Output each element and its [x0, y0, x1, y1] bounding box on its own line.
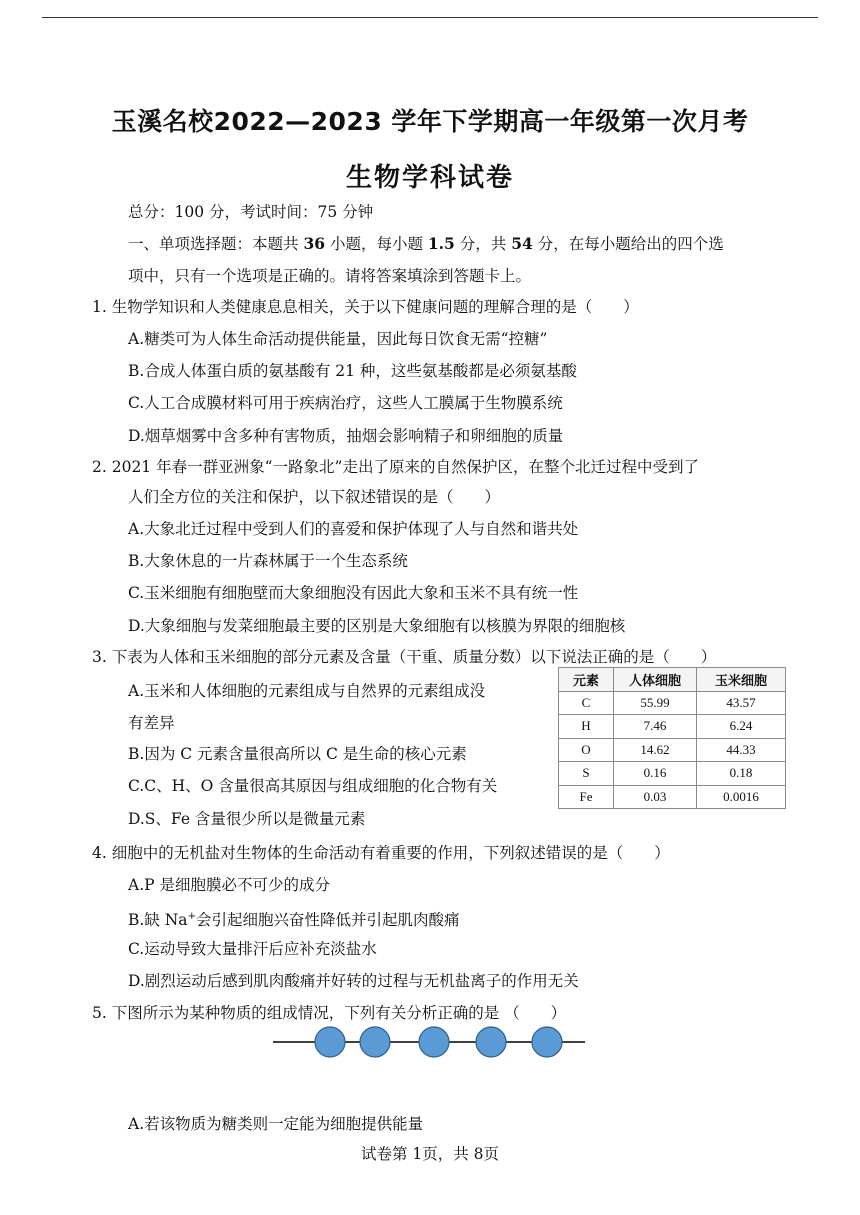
question-1-option-d: D.烟草烟雾中含多种有害物质，抽烟会影响精子和卵细胞的质量 — [128, 427, 564, 445]
monomer-circle — [360, 1027, 390, 1057]
question-2-stem: 2. 2021 年春一群亚洲象“一路象北”走出了原来的自然保护区，在整个北迁过程中受到了 — [92, 458, 699, 476]
superscript-plus: + — [187, 911, 196, 922]
table-row — [559, 785, 786, 809]
table-cell: 0.03 — [614, 785, 697, 809]
table-row — [559, 762, 786, 786]
table-cell: 55.99 — [614, 691, 697, 715]
element-content-table — [558, 667, 786, 809]
question-4-stem: 4. 细胞中的无机盐对生物体的生命活动有着重要的作用，下列叙述错误的是（ ） — [92, 844, 670, 862]
table-row — [559, 691, 786, 715]
table-cell: C — [559, 691, 614, 715]
monomer-circle — [532, 1027, 562, 1057]
table-header-cell: 玉米细胞 — [697, 668, 786, 692]
molecule-chain-diagram — [273, 1022, 585, 1062]
question-3-option-c: C.C、H、O 含量很高其原因与组成细胞的化合物有关 — [128, 777, 498, 795]
table-cell: Fe — [559, 785, 614, 809]
question-3-stem: 3. 下表为人体和玉米细胞的部分元素及含量（干重、质量分数）以下说法正确的是（ ） — [92, 648, 717, 666]
table-cell: 0.18 — [697, 762, 786, 786]
question-5-stem: 5. 下图所示为某种物质的组成情况，下列有关分析正确的是 （ ） — [92, 1004, 567, 1022]
question-4-option-c: C.运动导致大量排汗后应补充淡盐水 — [128, 940, 377, 958]
table-row — [559, 738, 786, 762]
question-1-option-c: C.人工合成膜材料可用于疾病治疗，这些人工膜属于生物膜系统 — [128, 394, 563, 412]
question-1-option-a: A.糖类可为人体生命活动提供能量，因此每日饮食无需“控糖” — [128, 330, 548, 348]
table-cell: 44.33 — [697, 738, 786, 762]
question-4-option-d: D.剧烈运动后感到肌肉酸痛并好转的过程与无机盐离子的作用无关 — [128, 972, 579, 990]
table-header-cell: 人体细胞 — [614, 668, 697, 692]
table-cell: 6.24 — [697, 715, 786, 739]
table-header-row — [559, 668, 786, 692]
question-2-option-b: B.大象休息的一片森林属于一个生态系统 — [128, 552, 408, 570]
question-1-option-b: B.合成人体蛋白质的氨基酸有 21 种，这些氨基酸都是必须氨基酸 — [128, 362, 577, 380]
table-cell: S — [559, 762, 614, 786]
question-3-option-d: D.S、Fe 含量很少所以是微量元素 — [128, 810, 366, 828]
table-row — [559, 715, 786, 739]
section-instructions: 一、单项选择题：本题共 36 小题，每小题 1.5 分，共 54 分，在每小题给出的四个选 — [128, 234, 724, 253]
table-cell: 0.16 — [614, 762, 697, 786]
question-5-option-a: A.若该物质为糖类则一定能为细胞提供能量 — [128, 1115, 424, 1133]
table-cell: O — [559, 738, 614, 762]
question-4-option-a: A.P 是细胞膜必不可少的成分 — [128, 876, 330, 894]
table-cell: 43.57 — [697, 691, 786, 715]
table-cell: H — [559, 715, 614, 739]
question-2-option-d: D.大象细胞与发菜细胞最主要的区别是大象细胞有以核膜为界限的细胞核 — [128, 617, 626, 635]
table-cell: 7.46 — [614, 715, 697, 739]
question-4-option-b: B.缺 Na+会引起细胞兴奋性降低并引起肌肉酸痛 — [128, 911, 460, 930]
table-cell: 0.0016 — [697, 785, 786, 809]
page-footer: 试卷第 1页，共 8页 — [360, 1145, 500, 1163]
table-cell: 14.62 — [614, 738, 697, 762]
question-2-stem-cont: 人们全方位的关注和保护，以下叙述错误的是（ ） — [128, 488, 501, 506]
table-header-cell: 元素 — [559, 668, 614, 692]
question-2-option-c: C.玉米细胞有细胞壁而大象细胞没有因此大象和玉米不具有统一性 — [128, 584, 579, 602]
question-3-option-a-cont: 有差异 — [128, 714, 175, 732]
exam-info: 总分：100 分，考试时间：75 分钟 — [128, 203, 374, 221]
exam-subtitle: 生物学科试卷 — [345, 163, 514, 193]
question-3-option-b: B.因为 C 元素含量很高所以 C 是生命的核心元素 — [128, 745, 467, 763]
exam-title: 玉溪名校2022—2023 学年下学期高一年级第一次月考 — [111, 107, 749, 136]
monomer-circle — [419, 1027, 449, 1057]
question-2-option-a: A.大象北迁过程中受到人们的喜爱和保护体现了人与自然和谐共处 — [128, 520, 579, 538]
section-instructions-cont: 项中，只有一个选项是正确的。请将答案填涂到答题卡上。 — [128, 267, 532, 285]
monomer-circle — [315, 1027, 345, 1057]
monomer-circle — [476, 1027, 506, 1057]
header-rule — [42, 17, 818, 18]
question-1-stem: 1. 生物学知识和人类健康息息相关，关于以下健康问题的理解合理的是（ ） — [92, 298, 639, 316]
question-3-option-a: A.玉米和人体细胞的元素组成与自然界的元素组成没 — [128, 682, 486, 700]
